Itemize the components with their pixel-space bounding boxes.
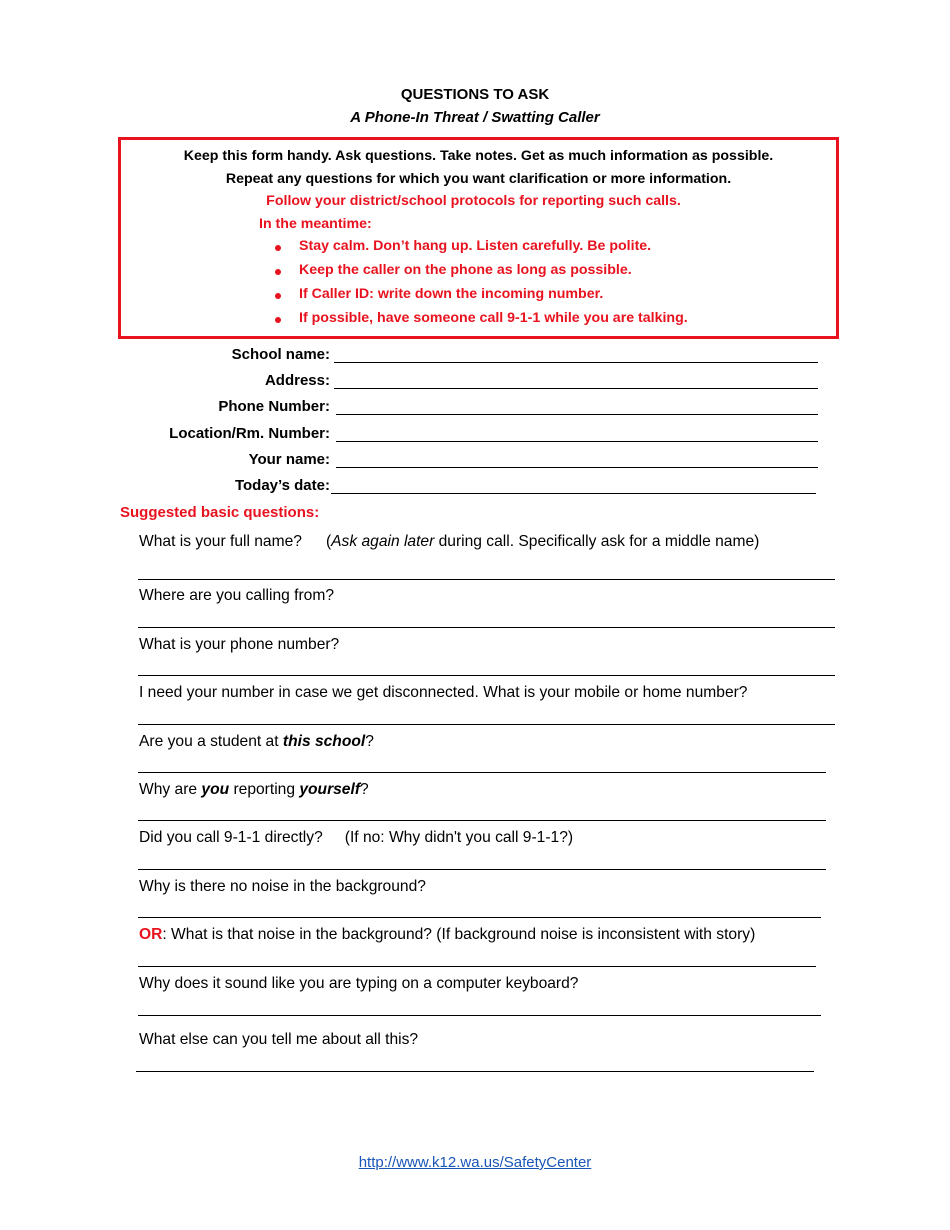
answer-line[interactable] — [138, 966, 816, 967]
answer-line[interactable] — [136, 1071, 814, 1072]
question-location: Where are you calling from? — [139, 587, 335, 604]
question-anything-else: What else can you tell me about all this? — [139, 1031, 419, 1048]
page-subtitle: A Phone-In Threat / Swatting Caller — [350, 109, 600, 126]
address-field[interactable] — [334, 388, 818, 389]
answer-line[interactable] — [138, 724, 835, 725]
protocol-line: Follow your district/school protocols for reporting such calls. — [266, 193, 681, 209]
answer-line[interactable] — [138, 579, 835, 580]
answer-line[interactable] — [138, 820, 826, 821]
bullet-item: If possible, have someone call 9-1-1 while you are talking. — [299, 310, 688, 326]
question-mobile-number: I need your number in case we get disconnected. What is your mobile or home number? — [139, 684, 748, 701]
footer-link[interactable]: http://www.k12.wa.us/SafetyCenter — [358, 1154, 592, 1171]
question-typing: Why does it sound like you are typing on a computer keyboard? — [139, 975, 579, 992]
bullet-item: If Caller ID: write down the incoming number. — [299, 286, 604, 302]
date-field[interactable] — [331, 493, 816, 494]
answer-line[interactable] — [138, 627, 835, 628]
question-no-noise: Why is there no noise in the background? — [139, 878, 426, 895]
field-label-location: Location/Rm. Number: — [169, 425, 330, 442]
bullet-dot-icon — [275, 317, 281, 323]
answer-line[interactable] — [138, 675, 835, 676]
section-heading: Suggested basic questions: — [120, 504, 320, 521]
answer-line[interactable] — [138, 1015, 821, 1016]
bullet-dot-icon — [275, 269, 281, 275]
page-title: QUESTIONS TO ASK — [400, 86, 550, 103]
school-name-field[interactable] — [334, 362, 818, 363]
question-student: Are you a student at this school? — [139, 733, 374, 750]
phone-number-field[interactable] — [336, 414, 818, 415]
meantime-label: In the meantime: — [259, 216, 372, 232]
instruction-line-2: Repeat any questions for which you want clarification or more information. — [225, 171, 732, 187]
question-reporting-yourself: Why are you reporting yourself? — [139, 781, 369, 798]
bullet-item: Keep the caller on the phone as long as possible. — [299, 262, 632, 278]
question-full-name: What is your full name? (Ask again later during call. Specifically ask for a middle name) — [139, 533, 760, 550]
field-label-school-name: School name: — [231, 346, 330, 363]
instructions-box — [118, 137, 839, 339]
your-name-field[interactable] — [336, 467, 818, 468]
instruction-line-1: Keep this form handy. Ask questions. Take notes. Get as much information as possible. — [183, 148, 774, 164]
location-field[interactable] — [336, 441, 818, 442]
answer-line[interactable] — [138, 869, 826, 870]
field-label-date: Today’s date: — [234, 477, 330, 494]
field-label-your-name: Your name: — [248, 451, 330, 468]
question-called-911: Did you call 9-1-1 directly? (If no: Why didn't you call 9-1-1?) — [139, 829, 574, 846]
answer-line[interactable] — [138, 917, 821, 918]
question-phone: What is your phone number? — [139, 636, 340, 653]
field-label-phone: Phone Number: — [218, 398, 330, 415]
bullet-dot-icon — [275, 245, 281, 251]
bullet-dot-icon — [275, 293, 281, 299]
answer-line[interactable] — [138, 772, 826, 773]
field-label-address: Address: — [264, 372, 330, 389]
bullet-item: Stay calm. Don’t hang up. Listen carefully. Be polite. — [299, 238, 652, 254]
question-background-noise: OR: What is that noise in the background? (If background noise is inconsistent with story) — [139, 926, 756, 943]
